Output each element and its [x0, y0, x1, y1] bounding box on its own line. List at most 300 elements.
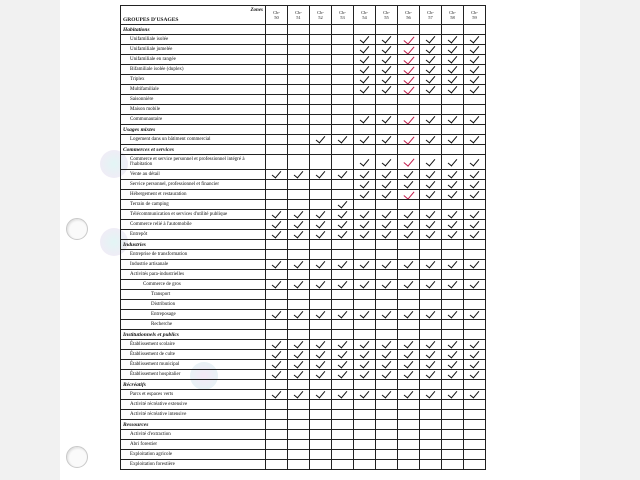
zone-cell [354, 220, 376, 230]
zone-cell [288, 320, 310, 330]
checkmark-icon [404, 180, 414, 189]
checkmark-icon [448, 135, 458, 144]
checkmark-icon [294, 340, 304, 349]
checkmark-icon [448, 85, 458, 94]
usage-groups-table [120, 5, 486, 470]
checkmark-icon [448, 230, 458, 239]
zone-cell [398, 75, 420, 85]
checkmark-icon [360, 35, 370, 44]
zone-cell [354, 350, 376, 360]
checkmark-icon [448, 75, 458, 84]
viewer-margin-right [580, 0, 640, 480]
zone-cell [310, 85, 332, 95]
zone-cell [354, 260, 376, 270]
usage-label: Entreposage [121, 310, 266, 320]
usage-row [121, 95, 486, 105]
zone-cell [464, 180, 486, 190]
checkmark-icon [338, 200, 348, 209]
usage-label: Télécommunication et services d'utilité publique [121, 210, 266, 220]
zone-cell [310, 75, 332, 85]
checkmark-icon [272, 230, 282, 239]
zone-cell [266, 45, 288, 55]
zone-cell [420, 310, 442, 320]
zone-cell [464, 320, 486, 330]
checkmark-icon [404, 230, 414, 239]
zone-cell [266, 55, 288, 65]
checkmark-icon [470, 135, 480, 144]
usage-row [121, 115, 486, 125]
empty-cell [442, 125, 464, 135]
zone-cell [266, 400, 288, 410]
zone-cell [398, 55, 420, 65]
section-title: Commerces et services [121, 145, 266, 155]
zone-cell [354, 135, 376, 145]
zone-cell [398, 350, 420, 360]
checkmark-icon [470, 45, 480, 54]
zone-cell [354, 200, 376, 210]
usage-row [121, 290, 486, 300]
zone-cell [266, 115, 288, 125]
zone-cell [464, 390, 486, 400]
section-row [121, 25, 486, 35]
zone-cell [420, 340, 442, 350]
zone-cell [288, 45, 310, 55]
usage-row [121, 180, 486, 190]
zone-cell [332, 270, 354, 280]
zone-cell [464, 190, 486, 200]
checkmark-icon [426, 75, 436, 84]
zone-cell [266, 210, 288, 220]
zone-cell [442, 115, 464, 125]
zone-cell [464, 75, 486, 85]
zone-cell [288, 65, 310, 75]
zone-cell [354, 95, 376, 105]
zone-cell [354, 280, 376, 290]
zone-header: Cb- 53 [332, 6, 354, 25]
empty-cell [354, 25, 376, 35]
zone-header: Cb- 56 [398, 6, 420, 25]
zone-cell [310, 280, 332, 290]
usage-label: Unifamiliale isolée [121, 35, 266, 45]
checkmark-icon [272, 310, 282, 319]
zone-cell [464, 135, 486, 145]
checkmark-icon [448, 260, 458, 269]
zone-cell [354, 155, 376, 170]
checkmark-icon [338, 360, 348, 369]
zone-cell [332, 135, 354, 145]
zone-header: Cb- 52 [310, 6, 332, 25]
zone-cell [332, 360, 354, 370]
checkmark-icon [360, 180, 370, 189]
zone-cell [398, 85, 420, 95]
checkmark-icon [470, 85, 480, 94]
zone-cell [442, 320, 464, 330]
usage-row [121, 310, 486, 320]
zone-cell [464, 410, 486, 420]
checkmark-icon [382, 55, 392, 64]
zone-cell [266, 230, 288, 240]
usage-row [121, 230, 486, 240]
zone-cell [464, 270, 486, 280]
checkmark-icon [426, 156, 436, 166]
section-title: Récréatifs [121, 380, 266, 390]
checkmark-icon [294, 220, 304, 229]
usage-label: Activités para-industrielles [121, 270, 266, 280]
empty-cell [442, 25, 464, 35]
checkmark-icon [404, 370, 414, 379]
zone-cell [266, 135, 288, 145]
zone-cell [266, 250, 288, 260]
section-title: Institutionnels et publics [121, 330, 266, 340]
zone-cell [376, 210, 398, 220]
zone-cell [398, 460, 420, 470]
zone-header: Cb- 58 [442, 6, 464, 25]
usage-row [121, 280, 486, 290]
zone-cell [354, 170, 376, 180]
zone-cell [464, 350, 486, 360]
checkmark-icon [316, 360, 326, 369]
zone-cell [376, 200, 398, 210]
checkmark-icon [382, 45, 392, 54]
zone-cell [420, 400, 442, 410]
zone-cell [398, 190, 420, 200]
checkmark-icon [426, 85, 436, 94]
checkmark-icon [470, 210, 480, 219]
checkmark-icon [294, 230, 304, 239]
zone-cell [288, 290, 310, 300]
usage-label: Activité d'extraction [121, 430, 266, 440]
checkmark-icon [272, 370, 282, 379]
empty-cell [266, 145, 288, 155]
checkmark-icon [294, 210, 304, 219]
zone-cell [310, 450, 332, 460]
checkmark-icon [272, 220, 282, 229]
checkmark-icon [382, 75, 392, 84]
zone-cell [288, 230, 310, 240]
zone-cell [354, 450, 376, 460]
checkmark-icon [294, 260, 304, 269]
zone-cell [332, 300, 354, 310]
zone-cell [398, 230, 420, 240]
empty-cell [332, 330, 354, 340]
zone-cell [354, 105, 376, 115]
zone-cell [376, 65, 398, 75]
usage-label: Communautaire [121, 115, 266, 125]
zone-cell [464, 95, 486, 105]
zone-cell [442, 390, 464, 400]
zone-cell [420, 250, 442, 260]
checkmark-icon [360, 65, 370, 74]
checkmark-icon [470, 350, 480, 359]
checkmark-icon [470, 220, 480, 229]
zone-cell [266, 200, 288, 210]
zone-cell [464, 310, 486, 320]
usage-row [121, 135, 486, 145]
zone-cell [398, 290, 420, 300]
zone-cell [398, 170, 420, 180]
usage-row [121, 105, 486, 115]
checkmark-icon [470, 340, 480, 349]
zone-cell [398, 260, 420, 270]
checkmark-icon [426, 65, 436, 74]
checkmark-icon [382, 115, 392, 124]
zone-cell [288, 350, 310, 360]
zone-cell [266, 35, 288, 45]
zone-cell [442, 410, 464, 420]
zone-cell [332, 400, 354, 410]
zone-cell [266, 410, 288, 420]
empty-cell [420, 25, 442, 35]
zone-cell [420, 450, 442, 460]
checkmark-icon [404, 280, 414, 289]
zone-cell [332, 340, 354, 350]
empty-cell [464, 145, 486, 155]
checkmark-icon [316, 135, 326, 144]
zone-cell [266, 180, 288, 190]
zone-cell [420, 360, 442, 370]
checkmark-icon [470, 390, 480, 399]
usage-label: Exploitation forestière [121, 460, 266, 470]
checkmark-icon [338, 220, 348, 229]
checkmark-icon [382, 350, 392, 359]
zone-cell [420, 350, 442, 360]
zone-cell [332, 310, 354, 320]
checkmark-icon [426, 35, 436, 44]
checkmark-icon [448, 390, 458, 399]
zone-cell [266, 95, 288, 105]
empty-cell [310, 125, 332, 135]
zone-cell [288, 220, 310, 230]
zone-cell [332, 105, 354, 115]
zone-cell [464, 170, 486, 180]
zone-cell [266, 310, 288, 320]
empty-cell [376, 380, 398, 390]
zone-cell [354, 190, 376, 200]
zone-cell [332, 350, 354, 360]
usage-row [121, 270, 486, 280]
zone-cell [266, 450, 288, 460]
checkmark-icon [470, 180, 480, 189]
empty-cell [464, 420, 486, 430]
zone-cell [398, 155, 420, 170]
zone-cell [266, 370, 288, 380]
zone-cell [398, 115, 420, 125]
checkmark-icon [448, 180, 458, 189]
checkmark-icon [404, 210, 414, 219]
usage-label: Établissement municipal [121, 360, 266, 370]
empty-cell [332, 380, 354, 390]
checkmark-icon [272, 260, 282, 269]
zone-cell [376, 320, 398, 330]
zone-cell [398, 35, 420, 45]
zone-cell [442, 65, 464, 75]
checkmark-icon [316, 230, 326, 239]
empty-cell [332, 240, 354, 250]
zone-cell [376, 155, 398, 170]
zone-cell [354, 460, 376, 470]
checkmark-icon [272, 170, 282, 179]
usage-label: Recherche [121, 320, 266, 330]
zone-cell [420, 135, 442, 145]
checkmark-icon [316, 210, 326, 219]
zone-cell [354, 300, 376, 310]
empty-cell [442, 380, 464, 390]
usage-row [121, 390, 486, 400]
zone-cell [420, 45, 442, 55]
zone-cell [310, 230, 332, 240]
zone-cell [464, 85, 486, 95]
checkmark-red-icon [403, 85, 414, 95]
zone-cell [442, 290, 464, 300]
zone-cell [376, 75, 398, 85]
empty-cell [464, 380, 486, 390]
zone-cell [442, 85, 464, 95]
zone-cell [310, 350, 332, 360]
zone-cell [464, 260, 486, 270]
zone-cell [420, 320, 442, 330]
zone-cell [464, 280, 486, 290]
usage-row [121, 260, 486, 270]
zone-cell [442, 370, 464, 380]
empty-cell [288, 145, 310, 155]
empty-cell [332, 125, 354, 135]
zone-cell [442, 280, 464, 290]
checkmark-icon [426, 115, 436, 124]
checkmark-red-icon [403, 190, 414, 200]
checkmark-icon [404, 360, 414, 369]
checkmark-icon [404, 310, 414, 319]
zone-cell [464, 460, 486, 470]
zone-cell [464, 45, 486, 55]
zone-cell [332, 440, 354, 450]
empty-cell [420, 145, 442, 155]
zone-cell [420, 200, 442, 210]
zone-cell [376, 440, 398, 450]
empty-cell [310, 25, 332, 35]
zone-cell [310, 320, 332, 330]
zone-cell [376, 95, 398, 105]
zone-cell [354, 440, 376, 450]
checkmark-icon [382, 390, 392, 399]
section-row [121, 380, 486, 390]
checkmark-icon [316, 170, 326, 179]
checkmark-icon [294, 370, 304, 379]
checkmark-icon [338, 350, 348, 359]
checkmark-icon [470, 35, 480, 44]
empty-cell [376, 25, 398, 35]
zone-cell [420, 105, 442, 115]
section-row [121, 330, 486, 340]
zone-cell [354, 55, 376, 65]
checkmark-icon [338, 170, 348, 179]
checkmark-icon [294, 170, 304, 179]
zone-cell [442, 135, 464, 145]
empty-cell [310, 240, 332, 250]
usage-label: Maison mobile [121, 105, 266, 115]
zone-cell [288, 280, 310, 290]
zone-cell [288, 440, 310, 450]
checkmark-icon [448, 210, 458, 219]
checkmark-icon [382, 340, 392, 349]
empty-cell [376, 420, 398, 430]
checkmark-icon [448, 35, 458, 44]
zone-cell [288, 400, 310, 410]
usage-row [121, 75, 486, 85]
checkmark-icon [360, 360, 370, 369]
usage-label: Commerce relié à l'automobile [121, 220, 266, 230]
zone-cell [464, 155, 486, 170]
groups-label: GROUPES D'USAGES [121, 15, 266, 25]
zone-cell [420, 460, 442, 470]
punch-hole [66, 446, 88, 468]
checkmark-red-icon [403, 135, 414, 145]
usage-row [121, 200, 486, 210]
zone-cell [398, 180, 420, 190]
usage-row [121, 400, 486, 410]
checkmark-red-icon [403, 35, 414, 45]
zone-cell [376, 300, 398, 310]
usage-label: Saisonnière [121, 95, 266, 105]
zone-cell [310, 45, 332, 55]
zone-cell [420, 85, 442, 95]
checkmark-icon [382, 170, 392, 179]
checkmark-icon [338, 260, 348, 269]
usage-row [121, 210, 486, 220]
zone-cell [442, 200, 464, 210]
zone-cell [398, 340, 420, 350]
usage-label: Terrain de camping [121, 200, 266, 210]
zone-cell [266, 105, 288, 115]
empty-cell [288, 380, 310, 390]
zone-cell [464, 210, 486, 220]
usage-row [121, 85, 486, 95]
zone-cell [310, 440, 332, 450]
zone-cell [288, 360, 310, 370]
zone-cell [266, 270, 288, 280]
zone-cell [310, 250, 332, 260]
zone-cell [332, 260, 354, 270]
usage-row [121, 410, 486, 420]
usage-label: Service personnel, professionnel et financier [121, 180, 266, 190]
empty-cell [310, 420, 332, 430]
checkmark-icon [448, 370, 458, 379]
checkmark-icon [470, 260, 480, 269]
zone-header: Cb- 57 [420, 6, 442, 25]
checkmark-icon [382, 156, 392, 166]
usage-label: Commerce de gros [121, 280, 266, 290]
empty-cell [420, 380, 442, 390]
zone-cell [420, 55, 442, 65]
empty-cell [464, 25, 486, 35]
checkmark-icon [338, 135, 348, 144]
zone-cell [442, 55, 464, 65]
zone-cell [288, 460, 310, 470]
zone-cell [288, 55, 310, 65]
zone-cell [332, 250, 354, 260]
checkmark-icon [360, 310, 370, 319]
checkmark-icon [360, 135, 370, 144]
zone-cell [398, 95, 420, 105]
zone-cell [288, 300, 310, 310]
zone-cell [266, 340, 288, 350]
checkmark-icon [448, 55, 458, 64]
zone-cell [288, 430, 310, 440]
zone-cell [310, 310, 332, 320]
usage-label: Logement dans un bâtiment commercial [121, 135, 266, 145]
usage-label: Vente au détail [121, 170, 266, 180]
zone-cell [332, 155, 354, 170]
empty-cell [288, 420, 310, 430]
